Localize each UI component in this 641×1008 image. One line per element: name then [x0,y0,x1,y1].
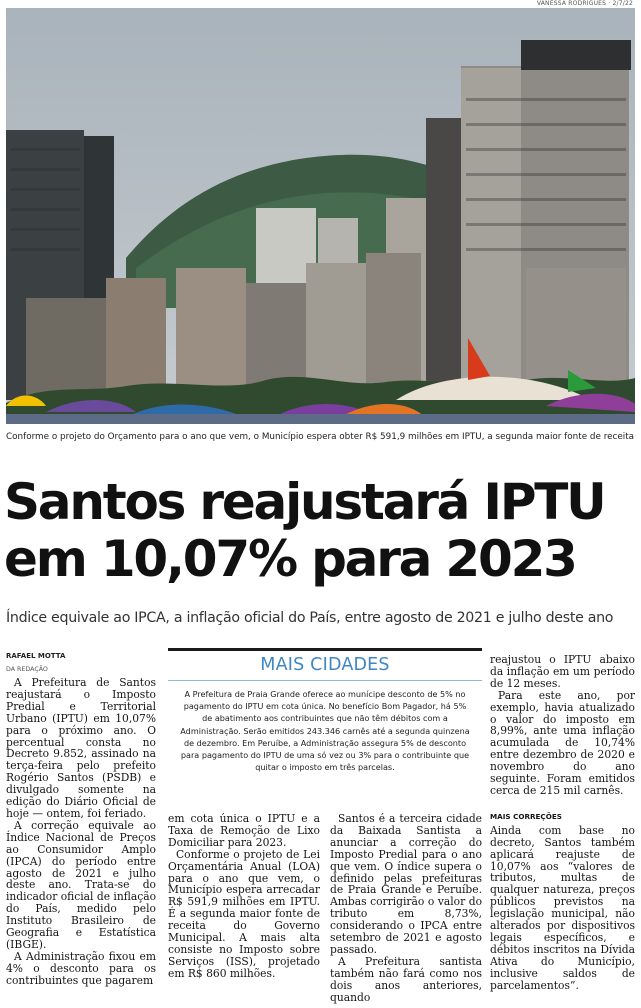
subtitle: Índice equivale ao IPCA, a inflação oficial do País, entre agosto de 2021 e julho deste ano [6,610,614,626]
article-column-3 [330,813,482,1007]
subheading: MAIS CORREÇÕES [490,811,562,821]
paragraph: A Prefeitura santista também não fará como nos dois anos anteriores, quando [330,954,482,1004]
paragraph: reajustou o IPTU abaixo da inflação em um período de 12 meses. [490,654,635,690]
paragraph: Ainda com base no decreto, Santos também aplicará reajuste de 10,07% aos “valores de tributos, multas de qualquer natureza, preços públicos previstos na legislação municipal, não alterados por dispositivos legais específicos, e débitos inscritos na Dívida Ativa do Município, inclusive saldos de parcelamentos”. [490,823,635,992]
article-column-4 [490,654,635,1007]
box-top-rule [168,648,482,651]
article-column-1 [6,677,156,1007]
box-divider [168,680,482,681]
paragraph: Conforme o projeto de Lei Orçamentária Anual (LOA) para o ano que vem, o Município espera arrecadar R$ 591,9 milhões em IPTU. É a segunda maior fonte de receita do Governo Municipal. A mais alta consiste no Imposto sobre Serviços (ISS), projetado em R$ 860 milhões. [168,847,320,980]
article-column-2 [168,813,320,1007]
paragraph: Para este ano, por exemplo, havia atualizado o valor do imposto em 8,99%, ante uma inflação acumulada de 10,74% entre dezembro de 2020 e novembro do ano seguinte. Foram emitidos cerca de 215 mil carnês. [490,688,635,797]
byline-desk: DA REDAÇÃO [6,666,48,673]
city-skyline-photo [6,8,635,424]
photo-credit: VANESSA RODRIGUES · 2/7/22 [536,0,633,7]
box-title: MAIS CIDADES [260,655,390,675]
headline-line-1: Santos reajustará IPTU [4,473,605,531]
photo-caption: Conforme o projeto do Orçamento para o ano que vem, o Município espera obter R$ 591,9 milhões em IPTU, a segunda maior fonte de receita [6,432,635,442]
byline-author: RAFAEL MOTTA [6,652,66,660]
box-text: A Prefeitura de Praia Grande oferece ao munícipe desconto de 5% no pagamento do IPTU em cota única. No benefício Bom Pagador, há 5% de abatimento aos contribuintes que não têm débitos com a Administração. Serão emitidos 243.346 carnês até a segunda quinzena de dezembro. Em Peruíbe, a Administração assegura 5% de desconto para pagamento do IPTU de uma só vez ou 3% para o contribuinte que quitar o imposto em três parcelas. [180,689,470,773]
sidebar-box-mais-cidades [168,648,482,806]
paragraph: A Prefeitura de Santos reajustará o Imposto Predial e Territorial Urbano (IPTU) em 10,07% para o próximo ano. O percentual consta no Decreto 9.852, assinado na terça-feira pelo prefeito Rogério Santos (PSDB) e divulgado somente na edição do Diário Oficial de hoje — ontem, foi feriado. [6,677,156,820]
paragraph: Santos é a terceira cidade da Baixada Santista a anunciar a correção do Imposto Predial para o ano que vem. O índice supera o definido pelas prefeituras de Praia Grande e Peruíbe. Ambas corrigirão o valor do tributo em 8,73%, considerando o IPCA entre setembro de 2021 e agosto passado. [330,813,482,956]
headline-line-2: em 10,07% para 2023 [4,530,576,588]
paragraph: A Administração fixou em 4% o desconto para os contribuintes que pagarem [6,949,156,987]
news-photo [6,8,635,424]
headline [4,474,634,588]
paragraph: em cota única o IPTU e a Taxa de Remoção de Lixo Domiciliar para 2023. [168,813,320,849]
paragraph: A correção equivale ao Índice Nacional de Preços ao Consumidor Amplo (IPCA) do período entre agosto de 2021 e julho deste ano. Trata-se do indicador oficial de inflação do País, medido pelo Instituto Brasileiro de Geografia e Estatística (IBGE). [6,818,156,951]
